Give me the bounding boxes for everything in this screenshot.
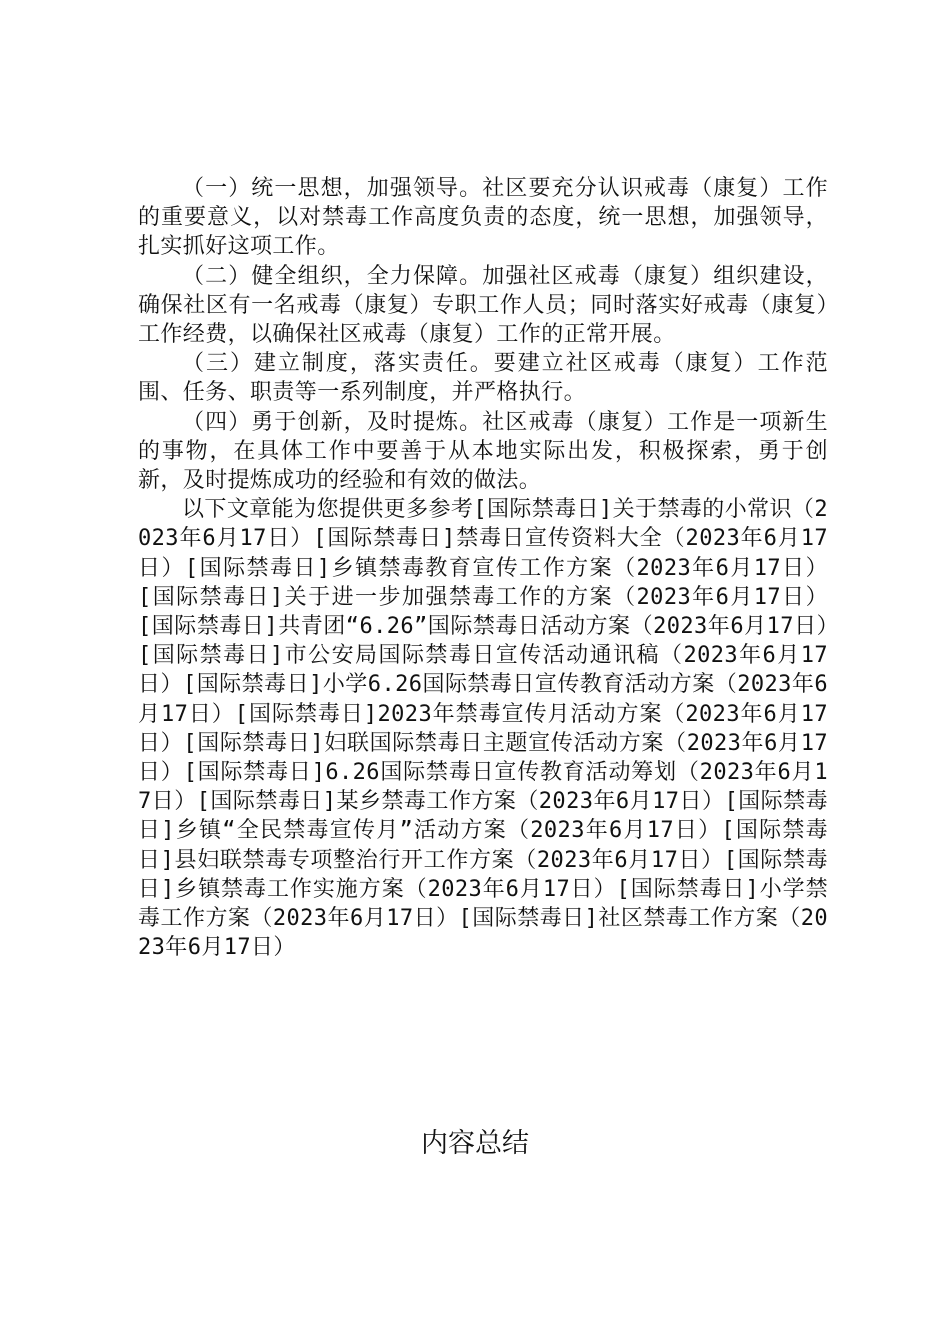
paragraph-related-articles: 以下文章能为您提供更多参考[国际禁毒日]关于禁毒的小常识（2023年6月17日）[国际禁毒日]禁毒日宣传资料大全（2023年6月17日）[国际禁毒日]乡镇禁毒教育宣传工作方案（2023年6月17日）[国际禁毒日]关于进一步加强禁毒工作的方案（2023年6月17日）[国际禁毒日]共青团“6.26”国际禁毒日活动方案（2023年6月17日）[国际禁毒日]市公安局国际禁毒日宣传活动通讯稿（2023年6月17日）[国际禁毒日]小学6.26国际禁毒日宣传教育活动方案（2023年6月17日）[国际禁毒日]2023年禁毒宣传月活动方案（2023年6月17日）[国际禁毒日]妇联国际禁毒日主题宣传活动方案（2023年6月17日）[国际禁毒日]6.26国际禁毒日宣传教育活动筹划（2023年6月17日）[国际禁毒日]某乡禁毒工作方案（2023年6月17日）[国际禁毒日]乡镇“全民禁毒宣传月”活动方案（2023年6月17日）[国际禁毒日]县妇联禁毒专项整治行开工作方案（2023年6月17日）[国际禁毒日]乡镇禁毒工作实施方案（2023年6月17日）[国际禁毒日]小学禁毒工作方案（2023年6月17日）[国际禁毒日]社区禁毒工作方案（2023年6月17日） <box>138 497 828 961</box>
paragraph-organization: （二）健全组织，全力保障。加强社区戒毒（康复）组织建设，确保社区有一名戒毒（康复）专职工作人员；同时落实好戒毒（康复）工作经费，以确保社区戒毒（康复）工作的正常开展。 <box>138 263 828 348</box>
paragraph-innovation: （四）勇于创新，及时提炼。社区戒毒（康复）工作是一项新生的事物，在具体工作中要善于从本地实际出发，积极探索，勇于创新，及时提炼成功的经验和有效的做法。 <box>138 409 828 494</box>
summary-title: 内容总结 <box>421 1128 529 1159</box>
document-body <box>138 174 828 962</box>
paragraph-unify-thinking: （一）统一思想，加强领导。社区要充分认识戒毒（康复）工作的重要意义，以对禁毒工作高度负责的态度，统一思想，加强领导，扎实抓好这项工作。 <box>138 176 828 260</box>
paragraph-system: （三）建立制度，落实责任。要建立社区戒毒（康复）工作范围、任务、职责等一系列制度，并严格执行。 <box>138 351 828 406</box>
